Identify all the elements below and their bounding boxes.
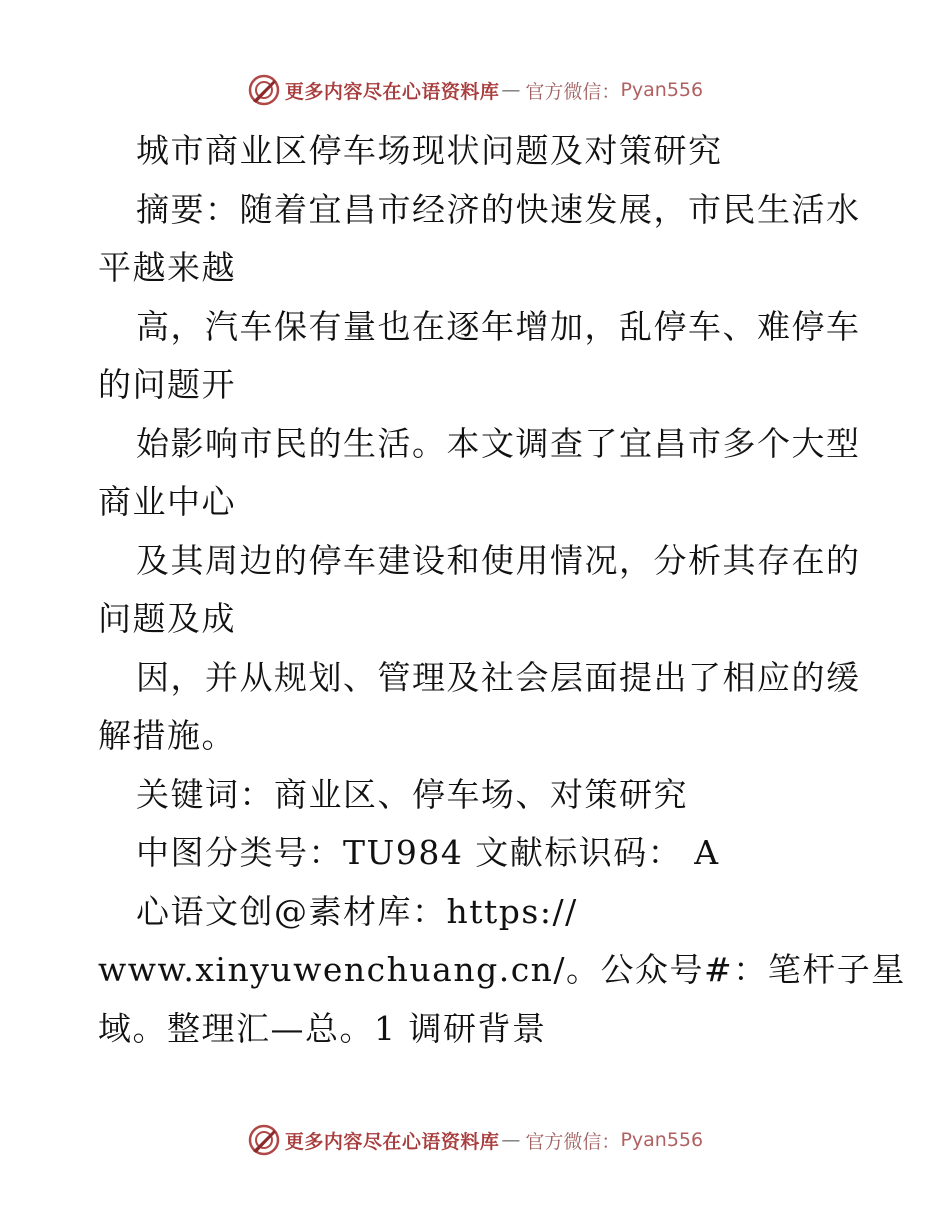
banner-wechat-label: 官方微信：: [525, 80, 621, 103]
abstract-line: 高，汽车保有量也在逐年增加，乱停车、难停车: [136, 306, 861, 346]
abstract-line: 问题及成: [98, 599, 236, 638]
brand-logo-icon: [247, 1123, 281, 1157]
banner-wechat-id: Pyan556: [620, 79, 704, 101]
abstract-line: 因，并从规划、管理及社会层面提出了相应的缓: [136, 657, 861, 697]
banner-wechat-label: 官方微信：: [525, 1130, 621, 1153]
section-heading-line: 域。整理汇—总。1 调研背景: [98, 1008, 547, 1048]
document-title: 城市商业区停车场现状问题及对策研究: [136, 131, 723, 170]
abstract-line: 摘要：随着宜昌市经济的快速发展，市民生活水: [136, 189, 861, 229]
banner-wechat-id: Pyan556: [620, 1129, 704, 1151]
source-line: 心语文创@素材库：https://: [136, 891, 578, 931]
abstract-line: 解措施。: [98, 716, 236, 755]
brand-logo-icon: [247, 73, 281, 107]
abstract-line: 商业中心: [98, 482, 236, 521]
banner-dash: —: [501, 1129, 521, 1151]
abstract-line: 始影响市民的生活。本文调查了宜昌市多个大型: [136, 423, 861, 463]
classification-line: 中图分类号：TU984 文献标识码： A: [136, 833, 720, 872]
banner-dash: —: [501, 79, 521, 101]
banner-promo-text: 更多内容尽在心语资料库: [284, 1130, 500, 1153]
abstract-line: 平越来越: [98, 248, 236, 287]
source-url-line: www.xinyuwenchuang.cn/。公众号#：笔杆子星: [98, 950, 906, 989]
keywords-line: 关键词：商业区、停车场、对策研究: [136, 774, 688, 814]
banner-promo-text: 更多内容尽在心语资料库: [284, 80, 500, 103]
abstract-line: 的问题开: [98, 365, 236, 404]
abstract-line: 及其周边的停车建设和使用情况，分析其存在的: [136, 540, 861, 580]
header-watermark-banner: [0, 70, 950, 110]
footer-watermark-banner: [0, 1120, 950, 1160]
document-body: [98, 122, 906, 1058]
